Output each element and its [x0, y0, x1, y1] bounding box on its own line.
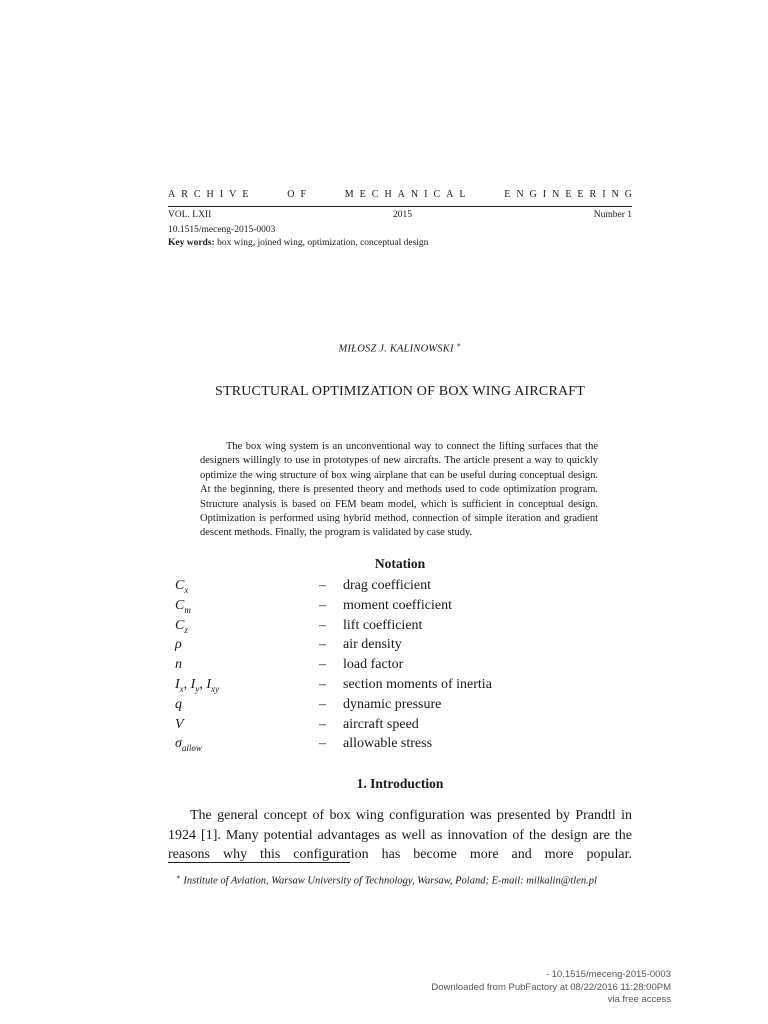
keywords-label: Key words: — [168, 238, 215, 248]
author — [168, 341, 632, 355]
footnote-mark: ∗ — [176, 873, 181, 881]
footnote — [168, 870, 632, 889]
symbol: $C_m$ — [175, 597, 191, 615]
symbol: ρ — [175, 637, 182, 653]
year: 2015 — [393, 210, 412, 220]
notation-row — [175, 717, 595, 737]
definition: allowable stress — [343, 736, 433, 752]
issue-info — [168, 210, 632, 220]
definition: drag coefficient — [343, 578, 431, 593]
notation-row — [175, 697, 595, 717]
dash: – — [319, 597, 326, 613]
introduction-body — [168, 806, 632, 865]
download-access: via free access — [607, 994, 671, 1005]
abstract-text: The box wing system is an unconventional way to connect the lifting surfaces that the designers willingly to use in prototypes of new aircrafts. The article present a way to quickly optimize the wing structure of box wing airplane that can be useful during conceptual design. At the beginning, there is presented theory and methods used to code optimization program. Structure analysis is based on FEM beam model, which is sufficient in conceptual design. Optimization is performed using hybrid method, connection of simple iteration and gradient descent methods. Finally, the program is validated by case study. — [200, 441, 598, 539]
footnote-rule — [168, 862, 350, 863]
doi: 10.1515/meceng-2015-0003 — [168, 225, 276, 235]
dash: – — [319, 676, 326, 692]
dash: – — [319, 716, 326, 732]
author-footnote-mark: ∗ — [456, 341, 462, 349]
dash: – — [319, 696, 326, 712]
paper-title: STRUCTURAL OPTIMIZATION OF BOX WING AIRCRAFT — [214, 384, 586, 399]
notation-heading: Notation — [374, 556, 426, 571]
symbol: $I_x$, $I_y$, $I_{xy}$ — [175, 676, 220, 694]
volume: VOL. LXII — [168, 210, 212, 220]
download-source: Downloaded from PubFactory at 08/22/2016 11:28:00PM — [431, 981, 671, 993]
journal-name-word: ENGINEERING — [504, 189, 638, 200]
footnote-text: Institute of Aviation, Warsaw University of Technology, Warsaw, Poland; E-mail: milkalin@tlen.pl — [183, 875, 597, 887]
keywords-list: box wing, joined wing, optimization, conceptual design — [217, 238, 429, 248]
keywords — [168, 238, 428, 248]
journal-name-word: OF — [287, 189, 313, 200]
symbol: $C_z$ — [175, 617, 188, 635]
definition: dynamic pressure — [343, 696, 442, 712]
dash: – — [319, 637, 326, 653]
definition: air density — [343, 637, 402, 653]
symbol: V — [175, 716, 184, 732]
notation-list — [175, 578, 595, 756]
introduction-paragraph: The general concept of box wing configuration was presented by Prandtl in 1924 [1]. Many potential advantages as well as innovation of the design are the reasons why this configuration has become more and more popular. — [168, 808, 632, 862]
definition: section moments of inertia — [343, 676, 492, 692]
abstract — [200, 440, 598, 541]
definition: moment coefficient — [343, 597, 452, 613]
journal-name — [168, 189, 638, 200]
notation-row — [175, 637, 595, 657]
symbol: q — [175, 696, 182, 712]
journal-name-word: ARCHIVE — [168, 189, 255, 200]
issue-number: Number 1 — [593, 210, 632, 220]
definition: lift coefficient — [343, 617, 423, 633]
notation-row — [175, 578, 595, 598]
symbol: n — [175, 657, 182, 673]
definition: aircraft speed — [343, 716, 419, 732]
download-notice — [431, 969, 671, 1007]
journal-name-word: MECHANICAL — [344, 189, 472, 200]
symbol: $\sigma_{allow}$ — [175, 736, 202, 754]
notation-row — [175, 736, 595, 756]
definition: load factor — [343, 657, 404, 673]
section-heading-introduction: 1. Introduction — [356, 776, 444, 791]
download-doi: - 10.1515/meceng-2015-0003 — [545, 969, 671, 980]
author-name: MIŁOSZ J. KALINOWSKI — [338, 343, 454, 355]
header-rule — [168, 206, 632, 207]
dash: – — [319, 617, 326, 633]
notation-row — [175, 657, 595, 677]
notation-row — [175, 677, 595, 697]
dash: – — [319, 657, 326, 673]
dash: – — [319, 578, 326, 593]
symbol: $C_x$ — [175, 578, 189, 595]
notation-row — [175, 598, 595, 618]
dash: – — [319, 736, 326, 752]
notation-row — [175, 618, 595, 638]
